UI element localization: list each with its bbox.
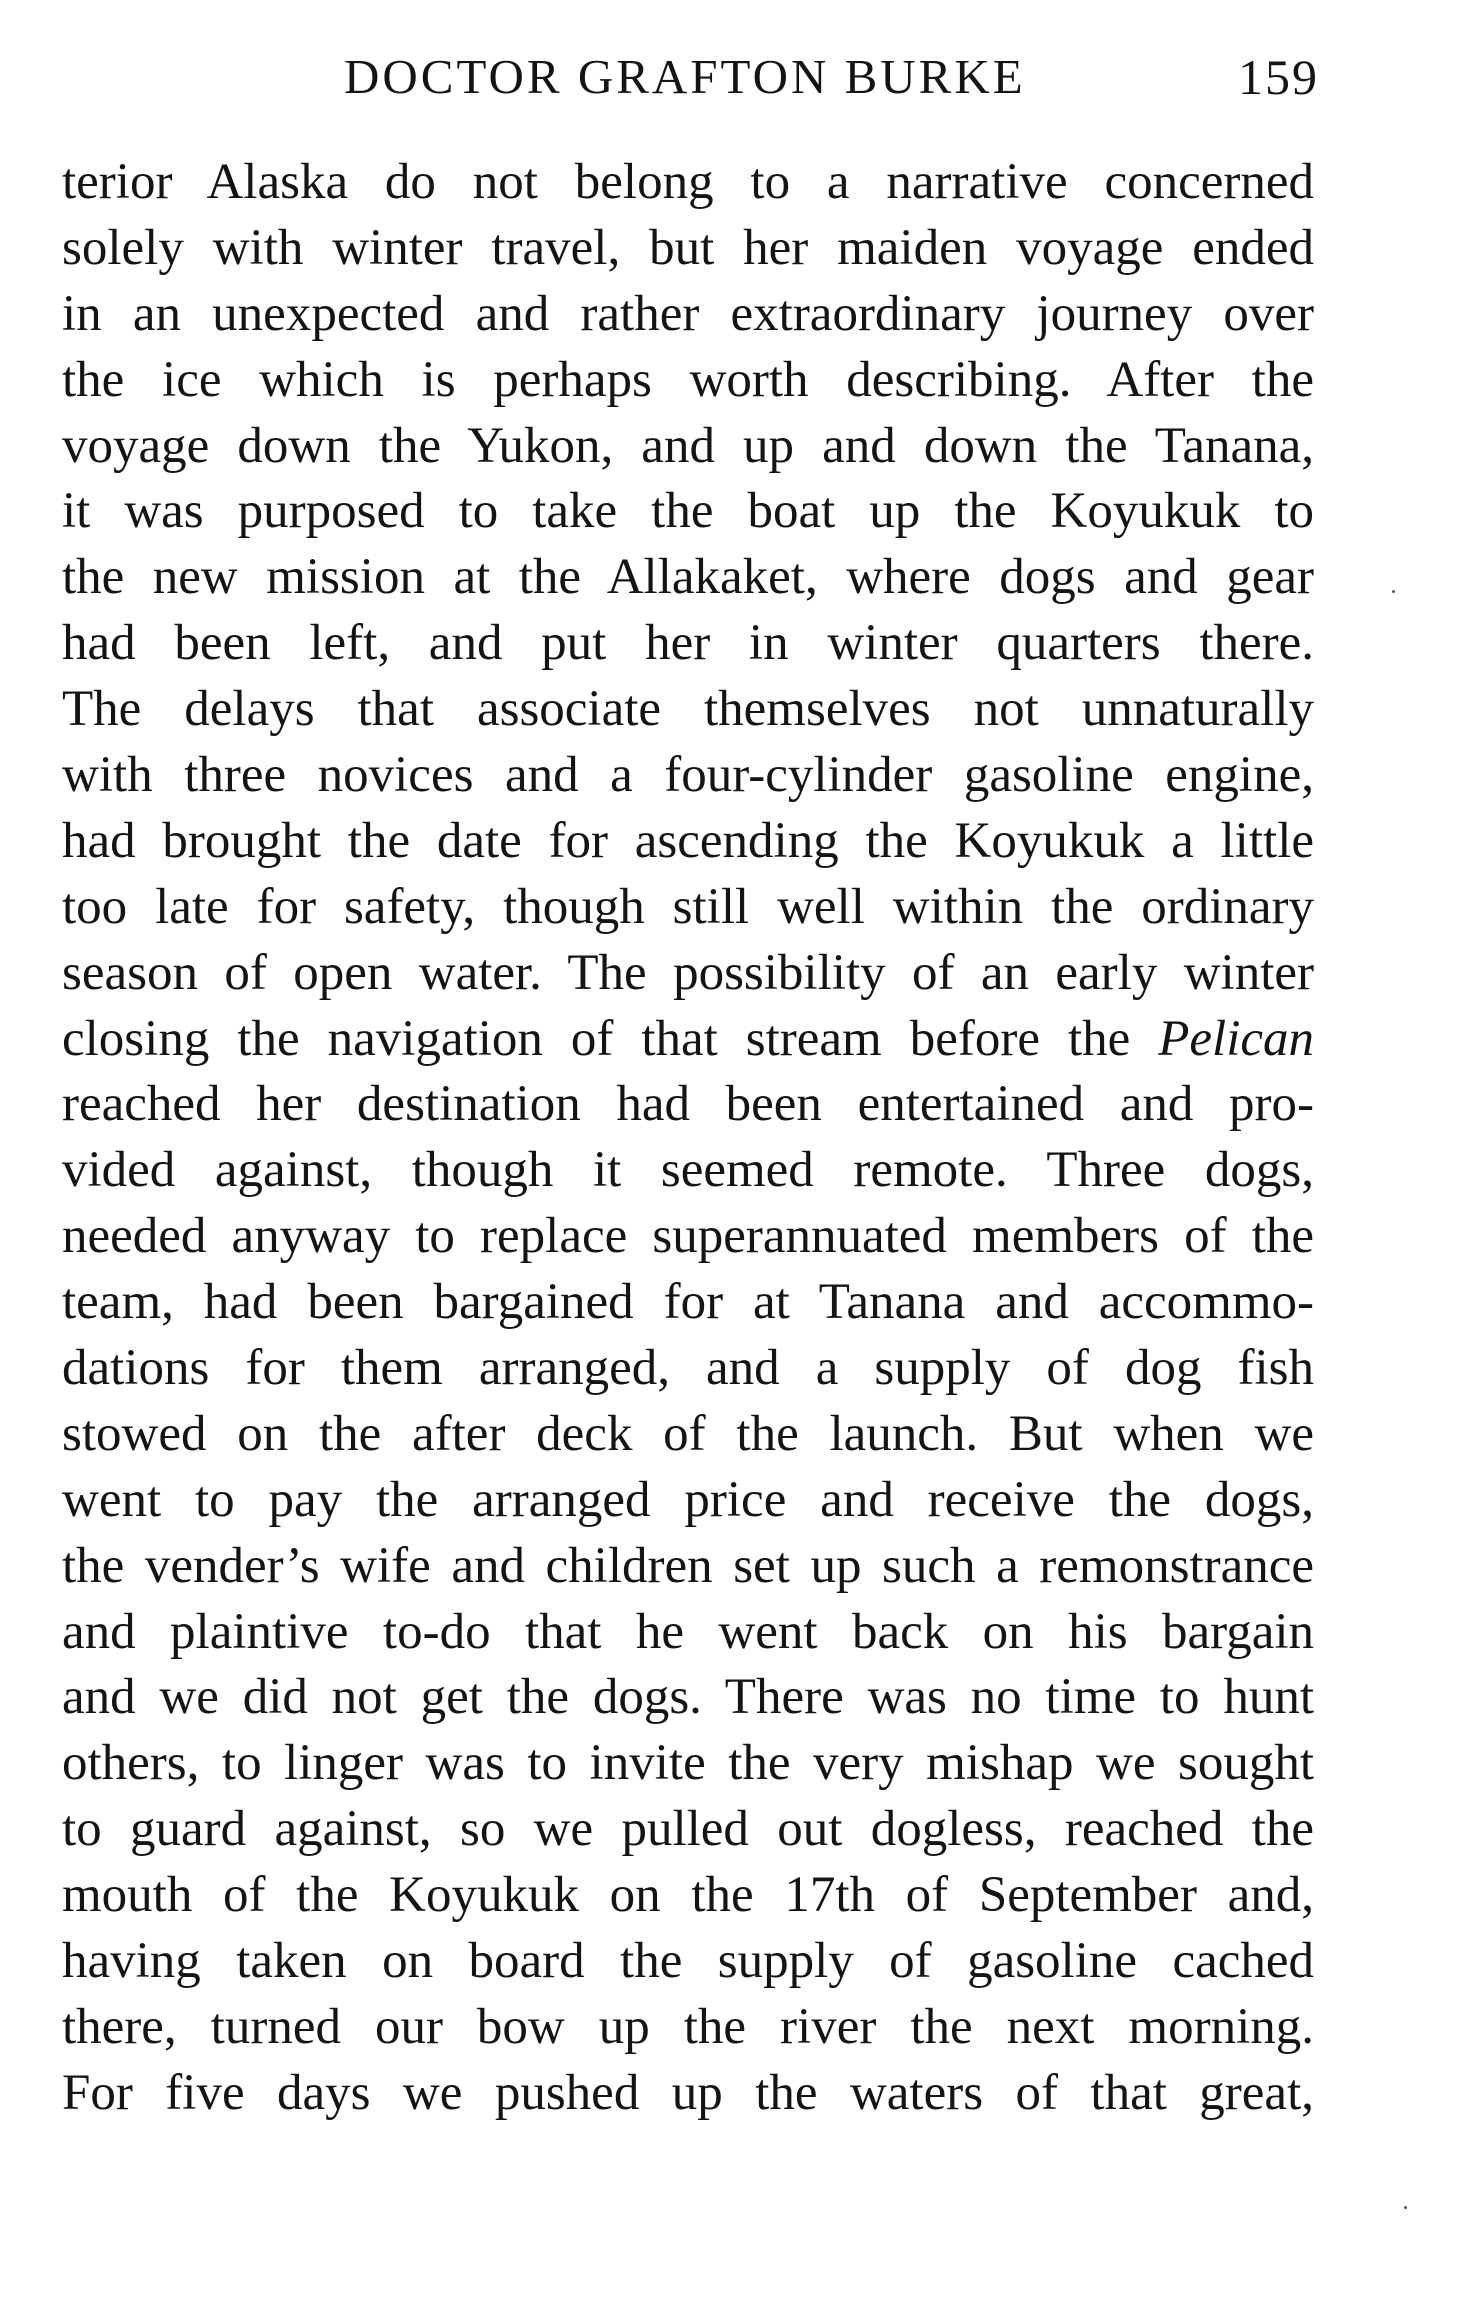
text-line: with three novices and a four-cylinder gasoline engine, [62, 747, 1314, 804]
text-line: had been left, and put her in winter quarters there. [62, 615, 1314, 672]
text-line: went to pay the arranged price and receive the dogs, [62, 1471, 1314, 1528]
text-line: in an unexpected and rather extraordinary journey over [62, 285, 1314, 342]
text-line: For five days we pushed up the waters of that great, [62, 2064, 1314, 2121]
text-line: it was purposed to take the boat up the Koyukuk to [62, 483, 1314, 540]
running-title: DOCTOR GRAFTON BURKE [344, 49, 1026, 104]
text-line: needed anyway to replace superannuated members of the [62, 1208, 1314, 1265]
text-line: others, to linger was to invite the very mishap we sought [62, 1735, 1314, 1792]
text-line: solely with winter travel, but her maiden voyage ended [62, 219, 1314, 276]
speck [1392, 590, 1395, 593]
text-line: team, had been bargained for at Tanana and accommo- [62, 1274, 1314, 1331]
body-text [62, 150, 1314, 2127]
text-line: having taken on board the supply of gasoline cached [62, 1933, 1314, 1990]
text-line: reached her destination had been entertained and pro- [62, 1076, 1314, 1133]
text-line: the vender’s wife and children set up such a remonstrance [62, 1537, 1314, 1594]
text-line: terior Alaska do not belong to a narrative concerned [62, 154, 1314, 210]
text-line-with-italic [62, 1007, 1314, 1073]
text-line: stowed on the after deck of the launch. But when we [62, 1405, 1314, 1462]
text-line: had brought the date for ascending the Koyukuk a little [62, 812, 1314, 869]
italic-ship-name: Pelican [1158, 1010, 1314, 1067]
text-line: season of open water. The possibility of an early winter [62, 944, 1314, 1001]
text-line-part: closing the navigation of that stream before the [62, 1010, 1131, 1067]
page-number: 159 [1238, 49, 1319, 105]
text-line: to guard against, so we pulled out dogless, reached the [62, 1801, 1314, 1858]
text-line: vided against, though it seemed remote. Three dogs, [62, 1142, 1314, 1199]
text-line: dations for them arranged, and a supply of dog fish [62, 1340, 1314, 1397]
text-line: too late for safety, though still well within the ordinary [62, 878, 1314, 935]
text-line: voyage down the Yukon, and up and down the Tanana, [62, 417, 1314, 474]
text-line: and plaintive to-do that he went back on his bargain [62, 1603, 1314, 1660]
text-line: the ice which is perhaps worth describing. After the [62, 351, 1314, 408]
text-line: and we did not get the dogs. There was no time to hunt [62, 1669, 1314, 1726]
speck [1404, 2206, 1407, 2209]
text-line: mouth of the Koyukuk on the 17th of September and, [62, 1867, 1314, 1924]
text-line: there, turned our bow up the river the next morning. [62, 1998, 1314, 2055]
text-line: The delays that associate themselves not unnaturally [62, 681, 1314, 738]
text-line: the new mission at the Allakaket, where dogs and gear [62, 549, 1314, 606]
